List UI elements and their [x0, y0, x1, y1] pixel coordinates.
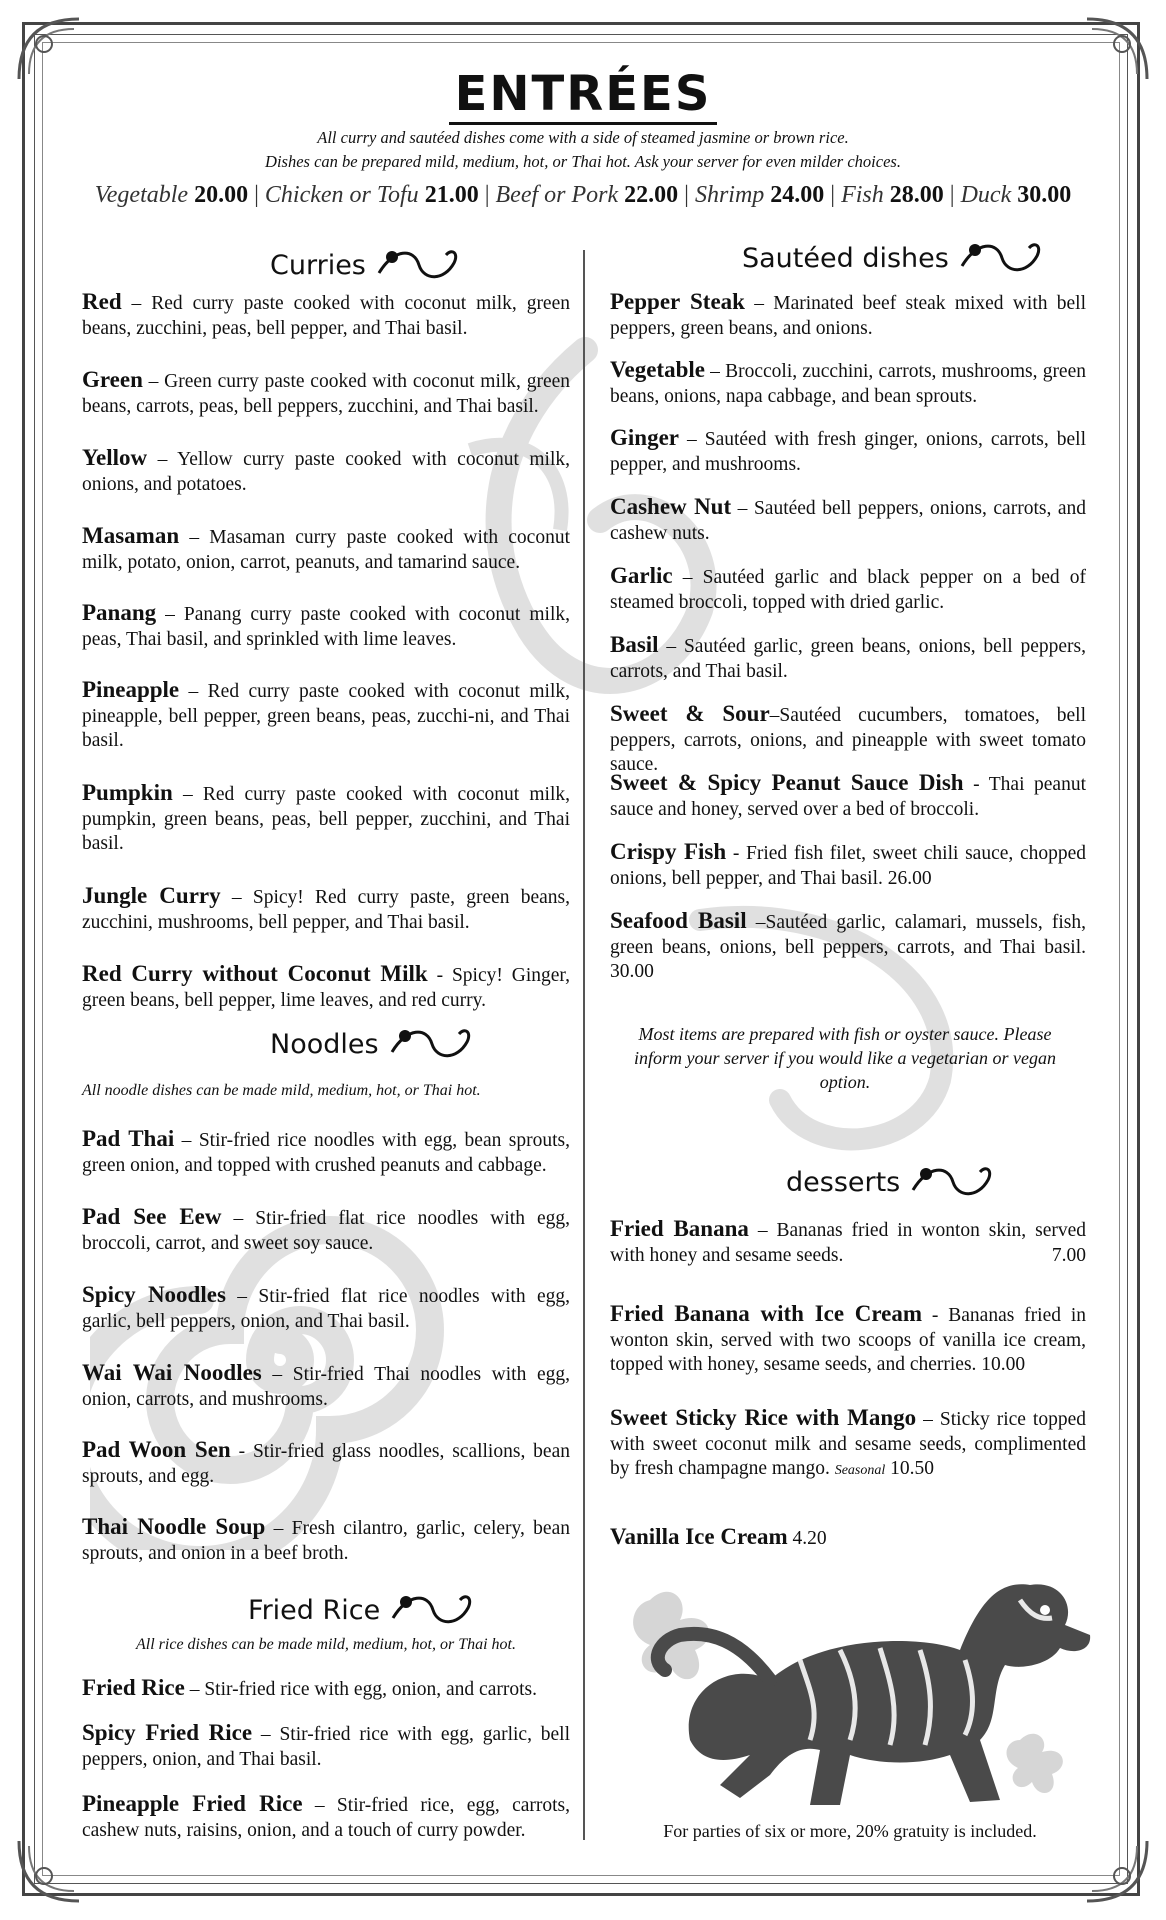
menu-item: Sweet & Sour–Sautéed cucumbers, tomatoes, bell peppers, carrots, onions, and pineapple with sweet tomato sauce. [610, 701, 1086, 775]
menu-item: Spicy Noodles – Stir-fried flat rice noodles with egg, garlic, bell peppers, onion, and Thai basil. [82, 1282, 571, 1332]
menu-item: Pineapple – Red curry paste cooked with coconut milk, pineapple, bell pepper, green beans, peas, zucchi-ni, and Thai basil. [82, 677, 570, 751]
menu-item: Pumpkin – Red curry paste cooked with coconut milk, pumpkin, green beans, peas, bell pepper, zucchini, and Thai basil. [82, 780, 570, 854]
gratuity-note: For parties of six or more, 20% gratuity is included. [663, 1821, 1037, 1841]
column-divider [583, 250, 585, 1840]
menu-item: Fried Banana with Ice Cream - Bananas fried in wonton skin, served with two scoops of vanilla ice cream, topped with honey, sesame seeds, and cherries. 10.00 [610, 1301, 1086, 1375]
menu-item: Basil – Sautéed garlic, green beans, onions, bell peppers, carrots, and Thai basil. [610, 632, 1086, 682]
menu-item: Panang – Panang curry paste cooked with coconut milk, peas, Thai basil, and sprinkled with lime leaves. [82, 600, 570, 650]
menu-item: Cashew Nut – Sautéed bell peppers, onions, carrots, and cashew nuts. [610, 494, 1087, 544]
flourish-icon [388, 1588, 478, 1632]
menu-item: Fried Banana – Bananas fried in wonton skin, served with honey and sesame seeds. 7.00 [610, 1216, 1087, 1266]
corner-ornament-icon [1082, 1836, 1152, 1906]
menu-item: Seafood Basil –Sautéed garlic, calamari, mussels, fish, green beans, onions, bell peppers, carrots, and Thai basil. 30.00 [610, 908, 1086, 982]
flourish-icon [374, 243, 464, 287]
menu-item: Pad See Eew – Stir-fried flat rice noodles with egg, broccoli, carrot, and sweet soy sauce. [82, 1204, 570, 1254]
menu-item: Thai Noodle Soup – Fresh cilantro, garlic, celery, bean sprouts, and onion in a beef broth. [82, 1514, 570, 1564]
section-heading-fried-rice: Fried Rice [248, 1588, 478, 1632]
menu-item: Vegetable – Broccoli, zucchini, carrots, mushrooms, green beans, onions, napa cabbage, and bean sprouts. [610, 357, 1086, 407]
menu-item: Sweet Sticky Rice with Mango – Sticky rice topped with sweet coconut milk and sesame seeds, complimented by fresh champagne mango. Seasonal 10.50 [610, 1405, 1086, 1479]
menu-item: Pad Woon Sen - Stir-fried glass noodles, scallions, bean sprouts, and egg. [82, 1437, 570, 1487]
section-heading-curries: Curries [270, 243, 464, 287]
section-heading-noodles: Noodles [270, 1022, 477, 1066]
menu-item: Garlic – Sautéed garlic and black pepper on a bed of steamed broccoli, topped with dried garlic. [610, 563, 1086, 613]
menu-item: Red Curry without Coconut Milk - Spicy! Ginger, green beans, bell pepper, lime leaves, and red curry. [82, 961, 570, 1011]
intro-line-2: Dishes can be prepared mild, medium, hot, or Thai hot. Ask your server for even milder choices. [265, 152, 901, 171]
menu-item: Green – Green curry paste cooked with coconut milk, green beans, carrots, peas, bell peppers, zucchini, and Thai basil. [82, 367, 570, 417]
page-title: ENTRÉES [0, 66, 1166, 122]
section-note-noodles: All noodle dishes can be made mild, medium, hot, or Thai hot. [82, 1082, 481, 1099]
menu-item: Wai Wai Noodles – Stir-fried Thai noodles with egg, onion, carrots, and mushrooms. [82, 1360, 570, 1410]
price-list: Vegetable 20.00 | Chicken or Tofu 21.00 | Beef or Pork 22.00 | Shrimp 24.00 | Fish 28.00 | Duck 30.00 [94, 182, 1072, 208]
menu-item: Masaman – Masaman curry paste cooked with coconut milk, potato, onion, carrot, peanuts, and tamarind sauce. [82, 523, 570, 573]
tiger-illustration-icon [620, 1540, 1100, 1840]
menu-item: Pepper Steak – Marinated beef steak mixed with bell peppers, green beans, and onions. [610, 289, 1087, 339]
menu-item: Spicy Fried Rice – Stir-fried rice with egg, garlic, bell peppers, onion, and Thai basil. [82, 1720, 570, 1770]
intro-line-1: All curry and sautéed dishes come with a side of steamed jasmine or brown rice. [317, 128, 849, 147]
menu-item: Crispy Fish - Fried fish filet, sweet chili sauce, chopped onions, bell pepper, and Thai basil. 26.00 [610, 839, 1086, 889]
flourish-icon [908, 1160, 998, 1204]
menu-item: Yellow – Yellow curry paste cooked with coconut milk, onions, and potatoes. [82, 445, 570, 495]
menu-item: Pad Thai – Stir-fried rice noodles with egg, bean sprouts, green onion, and topped with crushed peanuts and cabbage. [82, 1126, 570, 1176]
menu-item: Ginger – Sautéed with fresh ginger, onions, carrots, bell pepper, and mushrooms. [610, 425, 1086, 475]
fish-sauce-note: Most items are prepared with fish or oyster sauce. Please inform your server if you would like a vegetarian or vegan option. [634, 1024, 1056, 1092]
menu-item: Red – Red curry paste cooked with coconut milk, green beans, zucchini, peas, bell pepper, and Thai basil. [82, 289, 570, 339]
flourish-icon [957, 236, 1047, 280]
flourish-icon [387, 1022, 477, 1066]
menu-item: Vanilla Ice Cream 4.20 [610, 1524, 827, 1549]
menu-item: Sweet & Spicy Peanut Sauce Dish - Thai peanut sauce and honey, served over a bed of broccoli. [610, 770, 1086, 820]
menu-item: Pineapple Fried Rice – Stir-fried rice, egg, carrots, cashew nuts, raisins, onion, and a touch of curry powder. [82, 1791, 570, 1841]
menu-item: Fried Rice – Stir-fried rice with egg, onion, and carrots. [82, 1675, 537, 1700]
section-note-fried-rice: All rice dishes can be made mild, medium, hot, or Thai hot. [136, 1636, 516, 1653]
section-heading-desserts: desserts [786, 1160, 998, 1204]
menu-item: Jungle Curry – Spicy! Red curry paste, green beans, zucchini, mushrooms, bell pepper, and Thai basil. [82, 883, 571, 933]
section-heading-sauteed: Sautéed dishes [742, 236, 1047, 280]
corner-ornament-icon [14, 1836, 84, 1906]
